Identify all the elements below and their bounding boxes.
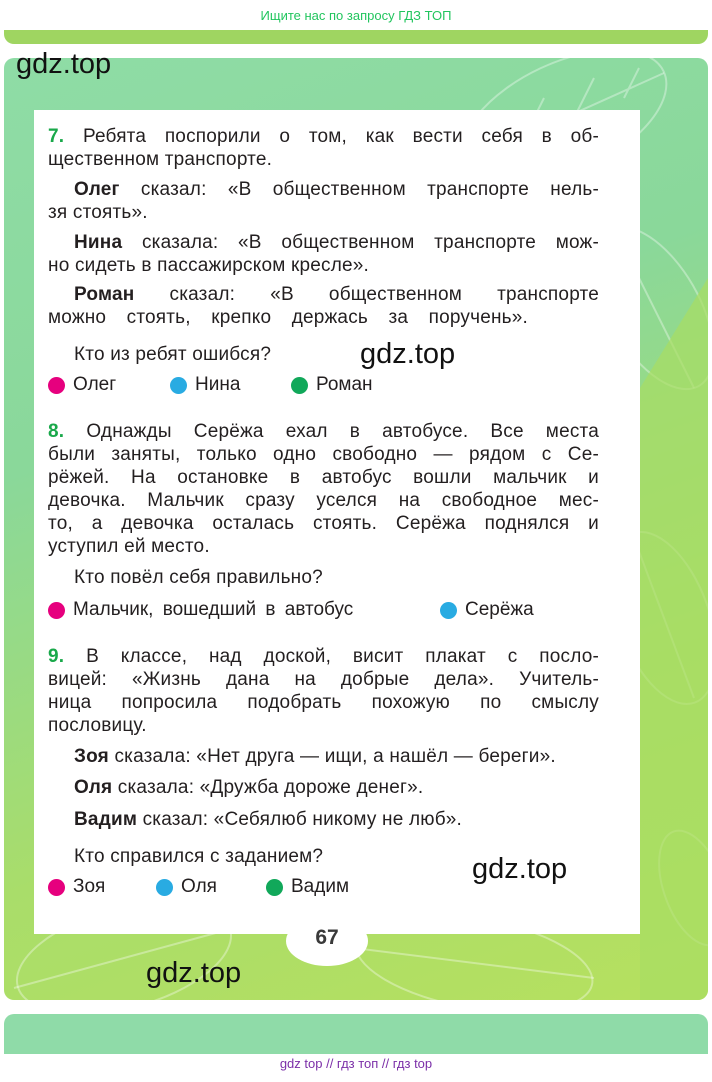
q8-option-boy[interactable]: [48, 599, 353, 621]
page-number: 67: [286, 916, 368, 966]
q7-text: Ребята поспорили о том, как вести себя в об-: [82, 126, 599, 147]
green-dot-icon: [266, 879, 283, 896]
blue-dot-icon: [156, 879, 173, 896]
q7-number: 7.: [48, 126, 65, 147]
q7-line-1: [48, 126, 599, 149]
q7-option-roman[interactable]: [291, 374, 373, 396]
next-page-strip: [4, 1014, 708, 1054]
q7-roman-line-2: можно стоять, крепко держась за поручень».: [48, 307, 528, 328]
blue-dot-icon: [440, 602, 457, 619]
q9-zoya-text: сказала: «Нет друга — ищи, а нашёл — береги».: [114, 746, 556, 767]
q8-number: 8.: [48, 421, 65, 442]
q9-olya-line: [74, 777, 423, 800]
q9-line-3: ница попросила подобрать похожую по смыслу: [48, 692, 599, 713]
q9-text: В классе, над доской, висит плакат с посло-: [86, 646, 599, 667]
q8-option-seryozha[interactable]: [440, 599, 534, 621]
option-label: Олег: [73, 374, 117, 395]
option-label: Вадим: [291, 876, 350, 897]
pink-dot-icon: [48, 602, 65, 619]
footer-links[interactable]: gdz top // гдз топ // гдз top: [279, 1056, 433, 1071]
q7-nina-line-2: но сидеть в пассажирском кресле».: [48, 255, 370, 276]
q7-oleg-text: сказал: «В общественном транспорте нель-: [140, 179, 599, 200]
q9-question: Кто справился с заданием?: [74, 846, 324, 867]
q9-olya-text: сказала: «Дружба дороже денег».: [117, 777, 424, 798]
q8-line-5: то, а девочка осталась стоять. Серёжа поднялся и: [48, 513, 599, 534]
watermark: gdz.top: [472, 853, 568, 885]
option-label: Зоя: [73, 876, 106, 897]
q7-oleg-line-2: зя стоять».: [48, 202, 148, 223]
blue-dot-icon: [170, 377, 187, 394]
speaker-zoya: Зоя: [74, 746, 109, 767]
q7-nina-text: сказала: «В общественном транспорте мож-: [141, 232, 599, 253]
q7-option-oleg[interactable]: [48, 374, 116, 396]
green-dot-icon: [291, 377, 308, 394]
q7-oleg-line-1: [74, 179, 599, 202]
q8-text: Однажды Серёжа ехал в автобусе. Все места: [86, 421, 599, 442]
q8-line-4: девочка. Мальчик сразу уселся на свободное мес-: [48, 490, 599, 511]
q8-question: Кто повёл себя правильно?: [74, 567, 323, 588]
option-label: Нина: [195, 374, 241, 395]
q9-line-1: [48, 646, 599, 669]
watermark: gdz.top: [16, 48, 112, 80]
q9-option-vadim[interactable]: [266, 876, 349, 898]
speaker-olya: Оля: [74, 777, 113, 798]
pink-dot-icon: [48, 377, 65, 394]
q8-line-1: [48, 421, 599, 444]
option-label: Роман: [316, 374, 373, 395]
q7-option-nina[interactable]: [170, 374, 240, 396]
pink-dot-icon: [48, 879, 65, 896]
option-label: Мальчик, вошедший в автобус: [73, 599, 354, 620]
speaker-nina: Нина: [74, 232, 123, 253]
top-strip: [4, 30, 708, 44]
q9-number: 9.: [48, 646, 65, 667]
q9-option-olya[interactable]: [156, 876, 217, 898]
q8-line-3: рёжей. На остановке в автобус вошли мальчик и: [48, 467, 599, 488]
q7-roman-line-1: [74, 284, 599, 307]
q9-line-4: пословицу.: [48, 715, 147, 736]
speaker-oleg: Олег: [74, 179, 120, 200]
q8-line-6: уступил ей место.: [48, 536, 210, 557]
q7-line-2: щественном транспорте.: [48, 149, 273, 170]
q7-roman-text: сказал: «В общественном транспорте: [169, 284, 599, 305]
speaker-roman: Роман: [74, 284, 135, 305]
q7-nina-line-1: [74, 232, 599, 255]
q7-question: Кто из ребят ошибся?: [74, 344, 272, 365]
q9-vadim-line: [74, 809, 462, 832]
q9-vadim-text: сказал: «Себялюб никому не люб».: [142, 809, 463, 830]
q9-line-2: вицей: «Жизнь дана на добрые дела». Учитель-: [48, 669, 599, 690]
q8-line-2: были заняты, только одно свободно — рядом с Се-: [48, 444, 599, 465]
watermark: gdz.top: [360, 338, 456, 370]
speaker-vadim: Вадим: [74, 809, 138, 830]
option-label: Серёжа: [465, 599, 534, 620]
top-banner: Ищите нас по запросу ГДЗ ТОП: [0, 0, 712, 34]
watermark: gdz.top: [146, 957, 242, 989]
option-label: Оля: [181, 876, 217, 897]
q9-option-zoya[interactable]: [48, 876, 105, 898]
q9-zoya-line: [74, 746, 556, 769]
